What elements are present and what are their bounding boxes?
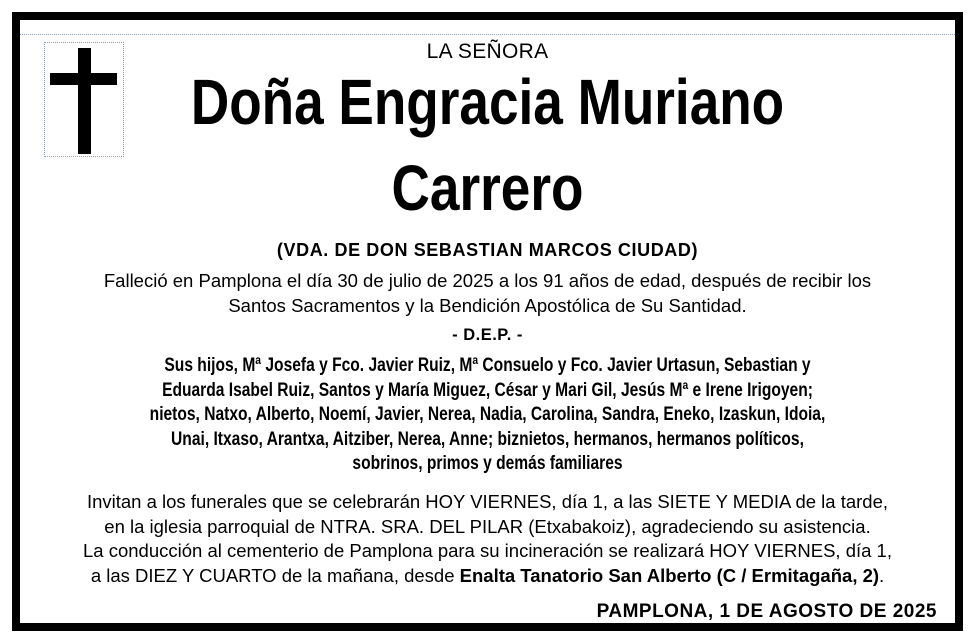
funeral-line-start: a las DIEZ Y CUARTO de la mañana, desde [90,564,460,586]
family-line: Eduarda Isabel Ruiz, Santos y María Miguez, César y Mari Gil, Jesús Mª e Irene Irigoyen; [162,379,813,401]
deceased-name-line-2: Carrero [391,152,584,224]
death-details-line: Santos Sacramentos y la Bendición Apostólica de Su Santidad. [228,295,747,316]
guide-line [20,34,955,35]
death-details-line: Falleció en Pamplona el día 30 de julio de 2025 a los 91 años de edad, después de recibir los [103,270,872,291]
title-prefix: LA SEÑORA [426,40,549,63]
family-line: Unai, Itxaso, Arantxa, Aitziber, Nerea, Anne; biznietos, hermanos, hermanos políticos, [171,428,804,450]
funeral-line: La conducción al cementerio de Pamplona para su incineración se realizará HOY VIERNES, día 1, [83,540,892,561]
funeral-home-name: Enalta Tanatorio San Alberto (C / Ermitagaña, 2) [459,564,880,586]
funeral-line-last [20,564,955,589]
place-and-date: PAMPLONA, 1 DE AGOSTO DE 2025 [596,601,937,622]
dep-label: - D.E.P. - [452,326,523,344]
widow-of: (VDA. DE DON SEBASTIAN MARCOS CIUDAD) [276,240,699,260]
family-list [104,354,871,477]
funeral-details [20,490,955,588]
family-line: Sus hijos, Mª Josefa y Fco. Javier Ruiz, Mª Consuelo y Fco. Javier Urtasun, Sebastian y [164,355,811,376]
family-line: sobrinos, primos y demás familiares [352,453,623,474]
family-line: nietos, Natxo, Alberto, Noemí, Javier, Nerea, Nadia, Carolina, Sandra, Eneko, Izaskun, Idoia, [149,404,826,425]
funeral-line: Invitan a los funerales que se celebrarán HOY VIERNES, día 1, a las SIETE Y MEDIA de la tarde, [86,491,889,512]
obituary-notice [12,12,963,631]
funeral-line-end: . [879,564,885,586]
death-details [20,268,955,318]
funeral-line: en la iglesia parroquial de NTRA. SRA. DEL PILAR (Etxabakoiz), agradeciendo su asistencia. [104,515,871,537]
deceased-name-line-1: Doña Engracia Muriano [190,66,785,138]
